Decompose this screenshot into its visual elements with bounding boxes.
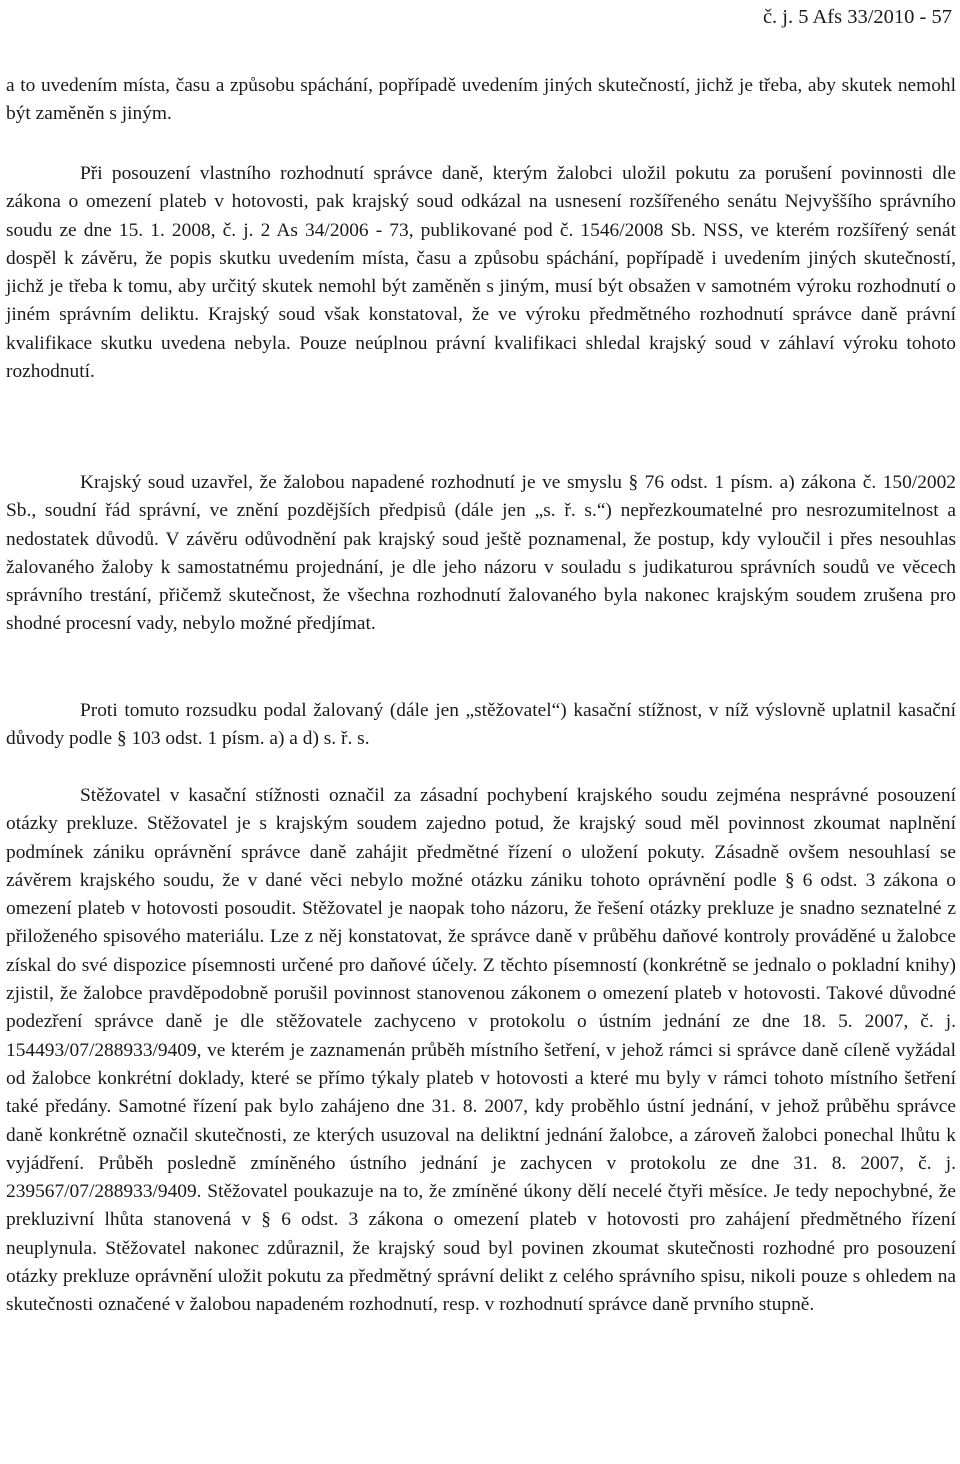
- paragraph-court-assessment: Při posouzení vlastního rozhodnutí správce daně, kterým žalobci uložil pokutu za porušení povinnosti dle zákona o omezení plateb v hotovosti, pak krajský soud odkázal na usnesení rozšířeného senátu Nejvyššího správního soudu ze dne 15. 1. 2008, č. j. 2 As 34/2006 - 73, publikované pod č. 1546/2008 Sb. NSS, ve kterém rozšířený senát dospěl k závěru, že popis skutku uvedením místa, času a způsobu spáchání, popřípadě i uvedením jiných skutečností, jichž je třeba k tomu, aby určitý skutek nemohl být zaměněn s jiným, musí být obsažen v samotném výroku rozhodnutí o jiném správním deliktu. Krajský soud však konstatoval, že ve výroku předmětného rozhodnutí správce daně právní kvalifikace skutku uvedena nebyla. Pouze neúplnou právní kvalifikaci shledal krajský soud v záhlaví výroku tohoto rozhodnutí.: [6, 163, 956, 383]
- case-number-header: č. j. 5 Afs 33/2010 - 57: [762, 6, 952, 28]
- paragraph-continuation: a to uvedením místa, času a způsobu spáchání, popřípadě uvedením jiných skutečností, jichž je třeba, aby skutek nemohl být zaměněn s jiným.: [6, 75, 956, 125]
- paragraph-cassation-complaint: Proti tomuto rozsudku podal žalovaný (dále jen „stěžovatel“) kasační stížnost, v níž výslovně uplatnil kasační důvody podle § 103 odst. 1 písm. a) a d) s. ř. s.: [6, 700, 956, 750]
- document-page: [6, 0, 956, 1464]
- paragraph-court-conclusion: Krajský soud uzavřel, že žalobou napadené rozhodnutí je ve smyslu § 76 odst. 1 písm. a) zákona č. 150/2002 Sb., soudní řád správní, ve znění pozdějších předpisů (dále jen „s. ř. s.“) nepřezkoumatelné pro nesrozumitelnost a nedostatek důvodů. V závěru odůvodnění pak krajský soud ještě poznamenal, že postup, kdy vyloučil i přes nesouhlas žalovaného žaloby k samostatnému projednání, je dle jeho názoru v souladu s judikaturou správních soudů ve věcech správního trestání, přičemž skutečnost, že všechna rozhodnutí žalovaného byla nakonec krajským soudem zrušena pro shodné procesní vady, nebylo možné předjímat.: [6, 472, 956, 635]
- paragraph-complainant-arguments: Stěžovatel v kasační stížnosti označil za zásadní pochybení krajského soudu zejména nesprávné posouzení otázky prekluze. Stěžovatel je s krajským soudem zajedno potud, že krajský soud měl povinnost zkoumat naplnění podmínek zániku oprávnění správce daně zahájit předmětné řízení o uložení pokuty. Zásadně ovšem nesouhlasí se závěrem krajského soudu, že v dané věci nebylo možné otázku zániku tohoto oprávnění podle § 6 odst. 3 zákona o omezení plateb v hotovosti posoudit. Stěžovatel je naopak toho názoru, že řešení otázky prekluze je snadno seznatelné z přiloženého spisového materiálu. Lze z něj konstatovat, že správce daně v průběhu daňové kontroly prováděné u žalobce získal do své dispozice písemnosti určené pro daňové účely. Z těchto písemností (konkrétně se jednalo o pokladní knihy) zjistil, že žalobce pravděpodobně porušil povinnost stanovenou zákonem o omezení plateb v hotovosti. Takové důvodné podezření správce daně je dle stěžovatele zachyceno v protokolu o ústním jednání ze dne 18. 5. 2007, č. j. 154493/07/288933/9409, ve kterém je zaznamenán průběh místního šetření, v jehož rámci si správce daně cíleně vyžádal od žalobce konkrétní doklady, které se přímo týkaly plateb v hotovosti a které mu byly v rámci tohoto místního šetření také předány. Samotné řízení pak bylo zahájeno dne 31. 8. 2007, kdy proběhlo ústní jednání, v jehož průběhu správce daně konkrétně označil skutečnosti, ze kterých usuzoval na deliktní jednání žalobce, a zároveň žalobci ponechal lhůtu k vyjádření. Průběh posledně zmíněného ústního jednání je zachycen v protokolu ze dne 31. 8. 2007, č. j. 239567/07/288933/9409. Stěžovatel poukazuje na to, že zmíněné úkony dělí necelé čtyři měsíce. Je tedy nepochybné, že prekluzivní lhůta stanovená v § 6 odst. 3 zákona o omezení plateb v hotovosti pro zahájení předmětného řízení neuplynula. Stěžovatel nakonec zdůraznil, že krajský soud byl povinen zkoumat skutečnosti rozhodné pro posouzení otázky prekluze oprávnění uložit pokutu za předmětný správní delikt z celého správního spisu, nikoli pouze s ohledem na skutečnosti označené v žalobou napadeném rozhodnutí, resp. v rozhodnutí správce daně prvního stupně.: [6, 785, 956, 1316]
